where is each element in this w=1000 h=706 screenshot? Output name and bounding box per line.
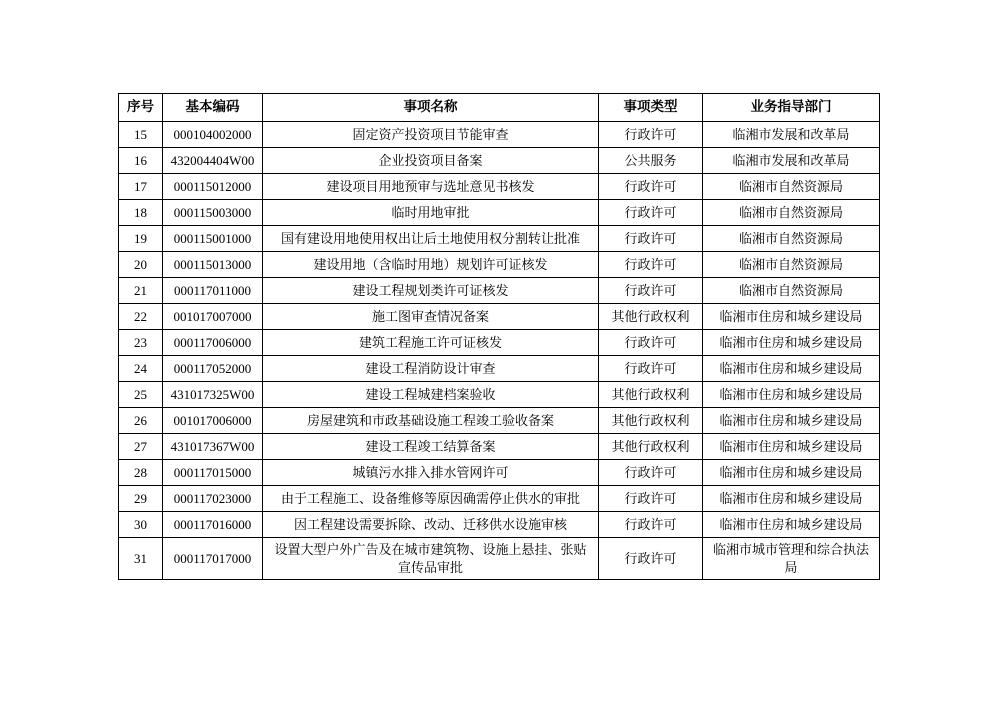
cell-code: 000117016000 [163, 512, 263, 538]
cell-code: 000117017000 [163, 538, 263, 580]
cell-item-name: 因工程建设需要拆除、改动、迁移供水设施审核 [263, 512, 599, 538]
table-row [119, 278, 880, 304]
cell-code: 431017325W00 [163, 382, 263, 408]
cell-department: 临湘市住房和城乡建设局 [703, 408, 880, 434]
cell-code: 000104002000 [163, 122, 263, 148]
cell-code: 000115003000 [163, 200, 263, 226]
cell-item-type: 行政许可 [599, 226, 703, 252]
cell-index: 17 [119, 174, 163, 200]
cell-item-type: 其他行政权利 [599, 408, 703, 434]
cell-index: 29 [119, 486, 163, 512]
col-header-item-type: 事项类型 [599, 94, 703, 122]
table-row [119, 356, 880, 382]
table-row [119, 252, 880, 278]
cell-item-type: 行政许可 [599, 512, 703, 538]
cell-department: 临湘市住房和城乡建设局 [703, 330, 880, 356]
cell-index: 27 [119, 434, 163, 460]
cell-code: 000117052000 [163, 356, 263, 382]
cell-item-name: 施工图审查情况备案 [263, 304, 599, 330]
cell-item-type: 行政许可 [599, 356, 703, 382]
table-row [119, 174, 880, 200]
cell-index: 25 [119, 382, 163, 408]
cell-item-type: 行政许可 [599, 174, 703, 200]
header-row [119, 94, 880, 122]
cell-department: 临湘市自然资源局 [703, 200, 880, 226]
cell-index: 24 [119, 356, 163, 382]
cell-item-type: 行政许可 [599, 252, 703, 278]
table-row [119, 226, 880, 252]
table-row [119, 200, 880, 226]
cell-department: 临湘市住房和城乡建设局 [703, 460, 880, 486]
table-body [119, 122, 880, 580]
cell-department: 临湘市住房和城乡建设局 [703, 486, 880, 512]
table-row [119, 330, 880, 356]
cell-code: 000117015000 [163, 460, 263, 486]
col-header-department: 业务指导部门 [703, 94, 880, 122]
col-header-index: 序号 [119, 94, 163, 122]
cell-index: 26 [119, 408, 163, 434]
cell-index: 31 [119, 538, 163, 580]
table-row [119, 512, 880, 538]
cell-code: 001017006000 [163, 408, 263, 434]
cell-item-type: 其他行政权利 [599, 434, 703, 460]
cell-department: 临湘市发展和改革局 [703, 148, 880, 174]
cell-item-type: 行政许可 [599, 330, 703, 356]
cell-item-name: 建设工程消防设计审查 [263, 356, 599, 382]
cell-index: 18 [119, 200, 163, 226]
table-row [119, 434, 880, 460]
cell-code: 000115012000 [163, 174, 263, 200]
table-row [119, 460, 880, 486]
cell-code: 432004404W00 [163, 148, 263, 174]
cell-code: 431017367W00 [163, 434, 263, 460]
table-row [119, 408, 880, 434]
cell-item-name: 房屋建筑和市政基础设施工程竣工验收备案 [263, 408, 599, 434]
cell-index: 15 [119, 122, 163, 148]
col-header-item-name: 事项名称 [263, 94, 599, 122]
cell-department: 临湘市住房和城乡建设局 [703, 356, 880, 382]
cell-index: 28 [119, 460, 163, 486]
cell-item-name: 企业投资项目备案 [263, 148, 599, 174]
table-row [119, 304, 880, 330]
cell-code: 000117011000 [163, 278, 263, 304]
cell-item-name: 建设工程竣工结算备案 [263, 434, 599, 460]
cell-department: 临湘市自然资源局 [703, 278, 880, 304]
cell-item-name: 建设项目用地预审与选址意见书核发 [263, 174, 599, 200]
col-header-code: 基本编码 [163, 94, 263, 122]
cell-code: 001017007000 [163, 304, 263, 330]
cell-item-type: 行政许可 [599, 200, 703, 226]
table-row [119, 148, 880, 174]
cell-index: 21 [119, 278, 163, 304]
cell-item-type: 行政许可 [599, 122, 703, 148]
cell-item-type: 其他行政权利 [599, 304, 703, 330]
cell-item-type: 行政许可 [599, 460, 703, 486]
cell-department: 临湘市发展和改革局 [703, 122, 880, 148]
cell-item-name: 国有建设用地使用权出让后土地使用权分割转让批准 [263, 226, 599, 252]
cell-index: 19 [119, 226, 163, 252]
table-row [119, 382, 880, 408]
cell-index: 30 [119, 512, 163, 538]
cell-item-type: 公共服务 [599, 148, 703, 174]
cell-department: 临湘市住房和城乡建设局 [703, 304, 880, 330]
cell-item-name: 临时用地审批 [263, 200, 599, 226]
cell-item-name: 固定资产投资项目节能审查 [263, 122, 599, 148]
cell-item-type: 行政许可 [599, 278, 703, 304]
cell-index: 16 [119, 148, 163, 174]
approval-items-table [118, 93, 880, 580]
cell-code: 000115013000 [163, 252, 263, 278]
cell-item-name: 建设工程规划类许可证核发 [263, 278, 599, 304]
table-row [119, 538, 880, 580]
cell-item-name: 设置大型户外广告及在城市建筑物、设施上悬挂、张贴宣传品审批 [263, 538, 599, 580]
cell-item-type: 行政许可 [599, 538, 703, 580]
cell-item-name: 由于工程施工、设备维修等原因确需停止供水的审批 [263, 486, 599, 512]
cell-item-name: 城镇污水排入排水管网许可 [263, 460, 599, 486]
cell-item-name: 建设用地（含临时用地）规划许可证核发 [263, 252, 599, 278]
cell-index: 22 [119, 304, 163, 330]
cell-code: 000117023000 [163, 486, 263, 512]
table-row [119, 122, 880, 148]
cell-item-type: 行政许可 [599, 486, 703, 512]
cell-department: 临湘市住房和城乡建设局 [703, 512, 880, 538]
cell-department: 临湘市住房和城乡建设局 [703, 382, 880, 408]
table-row [119, 486, 880, 512]
cell-department: 临湘市城市管理和综合执法局 [703, 538, 880, 580]
cell-index: 20 [119, 252, 163, 278]
cell-code: 000117006000 [163, 330, 263, 356]
cell-item-type: 其他行政权利 [599, 382, 703, 408]
cell-department: 临湘市自然资源局 [703, 226, 880, 252]
cell-department: 临湘市自然资源局 [703, 174, 880, 200]
cell-department: 临湘市自然资源局 [703, 252, 880, 278]
cell-item-name: 建筑工程施工许可证核发 [263, 330, 599, 356]
cell-index: 23 [119, 330, 163, 356]
cell-item-name: 建设工程城建档案验收 [263, 382, 599, 408]
cell-code: 000115001000 [163, 226, 263, 252]
cell-department: 临湘市住房和城乡建设局 [703, 434, 880, 460]
